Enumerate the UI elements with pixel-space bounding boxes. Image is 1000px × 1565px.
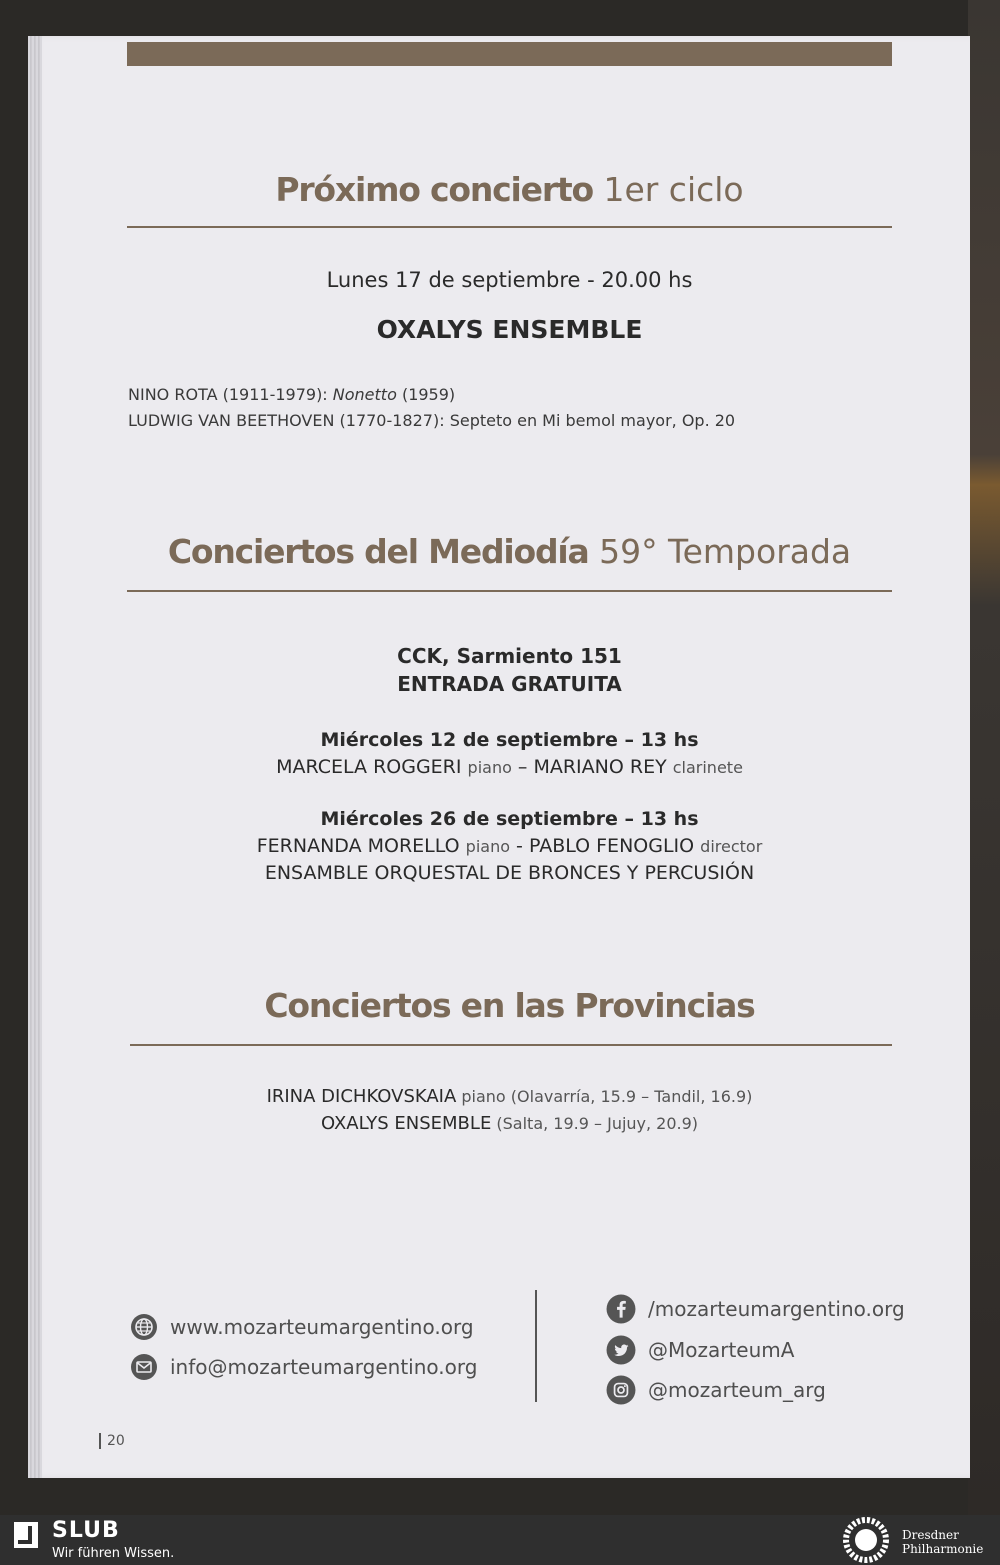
separator: – [511,756,534,778]
twitter-link[interactable] [606,1335,794,1365]
performer: PABLO FENOGLIO [528,835,695,857]
heading-rule [127,226,892,228]
heading-bold: Conciertos del Mediodía [167,532,589,571]
page-number-bar [99,1433,101,1449]
heading-rule [127,590,892,592]
instagram-text: @mozarteum_arg [648,1378,826,1402]
heading-bold: Conciertos en las Provincias [264,986,755,1025]
concert-date: Miércoles 12 de septiembre – 13 hs [320,729,699,751]
program-line-1 [128,385,455,404]
heading-bold: Próximo concierto [275,170,593,209]
page-number [99,1433,125,1449]
slub-logo-icon [12,1520,40,1550]
heading-rule [130,1044,892,1046]
separator: - [510,835,529,857]
contact-divider [535,1290,537,1402]
performers-line [127,835,892,857]
philharmonie-logo-icon [840,1516,892,1564]
tour-detail: (Salta, 19.9 – Jujuy, 20.9) [491,1114,699,1133]
tour-line-2 [127,1113,892,1134]
section-heading-mediodia [127,532,892,571]
page-edge [28,36,42,1478]
performer: OXALYS ENSEMBLE [320,1113,492,1134]
concert-date: Miércoles 26 de septiembre – 13 hs [320,808,699,830]
ensemble-line: ENSAMBLE ORQUESTAL DE BRONCES Y PERCUSIÓN [264,862,755,884]
top-color-band [127,42,892,66]
slub-tagline: Wir führen Wissen. [52,1546,175,1561]
work-title: Septeto en Mi bemol mayor, Op. 20 [449,411,736,430]
globe-icon [130,1313,158,1341]
performer: FERNANDA MORELLO [256,835,460,857]
composer: NINO ROTA (1911-1979): [128,385,333,404]
website-text: www.mozarteumargentino.org [170,1315,474,1339]
role: director [700,837,763,856]
instagram-link[interactable] [606,1375,826,1405]
work-title: Nonetto [332,385,397,404]
venue: CCK, Sarmiento 151 [397,644,622,668]
scan-background [968,0,1000,1515]
slub-title: SLUB [52,1518,120,1543]
instrument: piano [467,758,512,777]
work-year: (1959) [396,385,456,404]
mail-icon [130,1353,158,1381]
ensemble-name: OXALYS ENSEMBLE [376,315,643,344]
performers-line [127,756,892,778]
heading-light: 1er ciclo [603,170,744,209]
section-heading-provincias [127,986,892,1025]
website-link[interactable] [130,1313,474,1341]
email-text: info@mozarteumargentino.org [170,1355,478,1379]
program-line-2 [128,411,735,430]
heading-light: 59° Temporada [599,532,852,571]
performer: IRINA DICHKOVSKAIA [266,1086,457,1107]
email-link[interactable] [130,1353,477,1381]
partner-line-1: Dresdner [902,1528,959,1542]
page-number-text: 20 [107,1433,125,1449]
tour-line-1 [127,1086,892,1107]
entry-note: ENTRADA GRATUITA [397,672,622,696]
partner-line-2: Philharmonie [902,1542,984,1556]
concert-date: Lunes 17 de septiembre - 20.00 hs [326,268,693,292]
performer: MARIANO REY [533,756,667,778]
twitter-icon [606,1335,636,1365]
section-heading-proximo [127,170,892,209]
instrument: clarinete [672,758,743,777]
instagram-icon [606,1375,636,1405]
facebook-text: /mozarteumargentino.org [648,1297,905,1321]
facebook-link[interactable] [606,1294,905,1324]
partner-name [902,1528,983,1556]
performer: MARCELA ROGGERI [276,756,462,778]
instrument: piano [465,837,511,856]
composer: LUDWIG VAN BEETHOVEN (1770-1827): [128,411,450,430]
twitter-text: @MozarteumA [648,1338,795,1362]
facebook-icon [606,1294,636,1324]
tour-detail: piano (Olavarría, 15.9 – Tandil, 16.9) [456,1087,753,1106]
